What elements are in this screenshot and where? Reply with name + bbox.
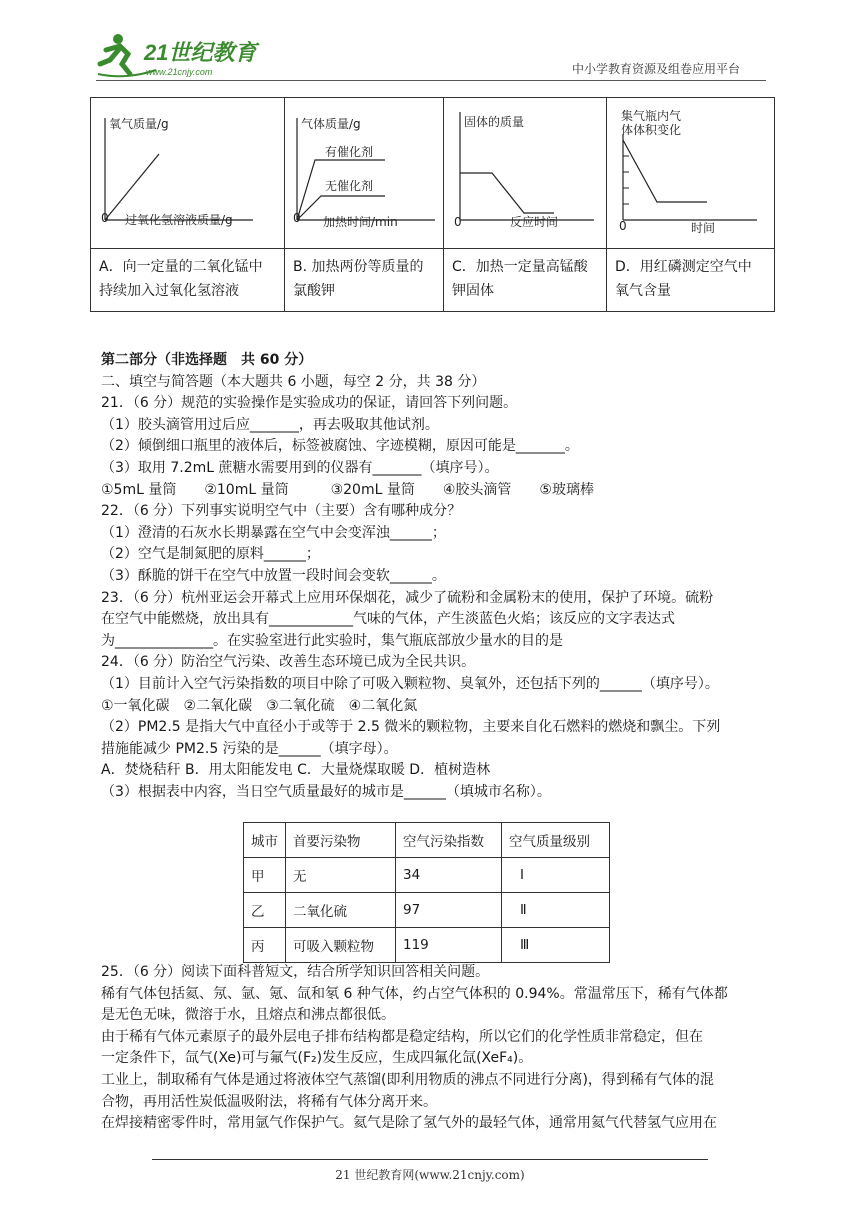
table-row	[244, 893, 610, 928]
graph-d-origin: 0	[619, 219, 627, 233]
question-25-stem: 25．（6 分）阅读下面科普短文，结合所学知识回答相关问题。	[101, 964, 490, 980]
question-21-stem: 21．（6 分）规范的实验操作是实验成功的保证，请回答下列问题。	[101, 395, 518, 412]
passage-line: 合物，再用活性炭低温吸附法，将稀有气体分离开来。	[101, 1093, 437, 1110]
graph-b-label-bottom: 无催化剂	[325, 179, 374, 193]
graph-a	[91, 98, 284, 244]
question-24-part-1-options: ①一氧化碳 ②二氧化碳 ③二氧化硫 ④二氧化氮	[101, 697, 418, 714]
graph-d-xlabel: 时间	[691, 221, 716, 235]
table-cell: 119	[396, 928, 502, 963]
logo-text: 21世纪教育	[144, 40, 257, 65]
graph-a-curve	[105, 154, 159, 220]
option-c-caption: C．加热一定量高锰酸 钾固体	[444, 249, 607, 312]
graph-d-ylabel-2: 体体积变化	[621, 123, 682, 137]
passage-line: 在焊接精密零件时，常用氩气作保护气。氦气是除了氢气外的最轻气体，通常用氦气代替氢气应用在	[101, 1115, 717, 1132]
passage-line: 稀有气体包括氦、氖、氩、氪、氙和氡 6 种气体，约占空气体积的 0.94%。常温常压下，稀有气体都	[101, 985, 728, 1002]
header-divider	[96, 80, 766, 81]
question-23-line-1: 23．（6 分）杭州亚运会开幕式上应用环保烟花，减少了硫粉和金属粉末的使用，保护了环境。硫粉	[101, 589, 714, 606]
question-24-part-2-line-1: （2）PM2.5 是指大气中直径小于或等于 2.5 微米的颗粒物，主要来自化石燃料的燃烧和飘尘。下列	[101, 719, 721, 736]
passage-line: 工业上，制取稀有气体是通过将液体空气蒸馏(即利用物质的沸点不同进行分离)，得到稀有气体的混	[101, 1071, 714, 1088]
passage-line: 是无色无味，微溶于水，且熔点和沸点都很低。	[101, 1007, 395, 1024]
graph-a-xlabel: 过氧化氢溶液质量/g	[125, 213, 233, 227]
graph-b	[285, 98, 443, 244]
table-row	[244, 858, 610, 893]
question-25-block	[101, 962, 766, 1135]
graph-d-curve	[623, 140, 707, 202]
graph-b-xlabel: 加热时间/min	[323, 215, 398, 229]
option-b-caption: B. 加热两份等质量的 氯酸钾	[285, 249, 444, 312]
table-header-cell: 城市	[244, 823, 286, 858]
graph-c	[444, 98, 606, 244]
table-cell: Ⅱ	[502, 893, 610, 928]
question-24-stem: 24．（6 分）防治空气污染、改善生态环境已成为全民共识。	[101, 654, 476, 671]
question-22-part-3: （3）酥脆的饼干在空气中放置一段时间会变软______。	[101, 567, 446, 584]
question-22-stem: 22．（6 分）下列事实说明空气中（主要）含有哪种成分？	[101, 503, 462, 520]
graph-b-ylabel: 气体质量/g	[301, 117, 361, 131]
table-cell: Ⅲ	[502, 928, 610, 963]
question-24-part-3: （3）根据表中内容，当日空气质量最好的城市是______（填城市名称）。	[101, 783, 551, 800]
graph-b-origin: 0	[293, 211, 301, 225]
question-21-part-2: （2）倾倒细口瓶里的液体后，标签被腐蚀、字迹模糊，原因可能是_______。	[101, 438, 579, 455]
table-cell: 无	[286, 858, 396, 893]
table-cell: 乙	[244, 893, 286, 928]
table-cell: 97	[396, 893, 502, 928]
site-logo	[96, 30, 266, 82]
city-air-quality-table	[243, 822, 610, 963]
question-21-part-1: （1）胶头滴管用过后应_______，再去吸取其他试剂。	[101, 416, 439, 433]
section-instructions: 二、填空与简答题（本大题共 6 小题，每空 2 分，共 38 分）	[101, 373, 486, 390]
graph-b-cell	[285, 98, 444, 249]
question-23-line-2: 在空气中能燃烧，放出具有____________气味的气体，产生淡蓝色火焰；该反应的文字表达式	[101, 611, 675, 628]
graph-b-label-top: 有催化剂	[325, 145, 374, 159]
choice-graph-table	[90, 97, 775, 312]
question-22-part-1: （1）澄清的石灰水长期暴露在空气中会变浑浊______；	[101, 524, 446, 541]
table-cell: 二氧化硫	[286, 893, 396, 928]
table-row	[244, 928, 610, 963]
graph-d-cell	[607, 98, 775, 249]
graph-c-curve	[460, 173, 554, 213]
question-text-block	[101, 350, 766, 803]
graph-c-cell	[444, 98, 607, 249]
graph-c-origin: 0	[454, 215, 462, 229]
graph-d	[607, 98, 774, 244]
graph-a-ylabel: 氧气质量/g	[109, 117, 169, 131]
option-a-caption: A．向一定量的二氧化锰中 持续加入过氧化氢溶液	[91, 249, 285, 312]
table-cell: Ⅰ	[502, 858, 610, 893]
passage-line: 由于稀有气体元素原子的最外层电子排布结构都是稳定结构，所以它们的化学性质非常稳定，但在	[101, 1028, 703, 1045]
table-header-cell: 首要污染物	[286, 823, 396, 858]
logo-url: www.21cnjy.com	[146, 67, 213, 77]
question-23-line-3: 为______________。在实验室进行此实验时，集气瓶底部放少量水的目的是	[101, 632, 563, 649]
section-title: 第二部分（非选择题 共 60 分）	[101, 352, 313, 368]
question-22-part-2: （2）空气是制氮肥的原料______；	[101, 546, 320, 563]
header-platform-text: 中小学教育资源及组卷应用平台	[572, 62, 741, 76]
table-header-cell: 空气质量级别	[502, 823, 610, 858]
graph-a-origin: 0	[101, 211, 109, 225]
table-cell: 34	[396, 858, 502, 893]
graph-c-xlabel: 反应时间	[510, 215, 559, 229]
footer-divider	[152, 1159, 708, 1160]
question-24-part-1: （1）目前计入空气污染指数的项目中除了可吸入颗粒物、臭氧外，还包括下列的______（填序号）。	[101, 675, 719, 692]
option-d-caption: D．用红磷测定空气中 氧气含量	[607, 249, 775, 312]
graph-d-ylabel-1: 集气瓶内气	[621, 109, 682, 123]
footer-text: 21 世纪教育网(www.21cnjy.com)	[335, 1168, 525, 1182]
table-header-row	[244, 823, 610, 858]
table-header-cell: 空气污染指数	[396, 823, 502, 858]
question-24-part-2-line-2: 措施能减少 PM2.5 污染的是______（填字母）。	[101, 740, 398, 757]
graph-a-cell	[91, 98, 285, 249]
passage-line: 一定条件下，氙气(Xe)可与氟气(F₂)发生反应，生成四氟化氙(XeF₄)。	[101, 1050, 533, 1067]
graph-c-ylabel: 固体的质量	[464, 115, 525, 129]
table-cell: 甲	[244, 858, 286, 893]
question-21-part-3: （3）取用 7.2mL 蔗糖水需要用到的仪器有_______（填序号）。	[101, 459, 499, 476]
table-cell: 可吸入颗粒物	[286, 928, 396, 963]
question-24-part-2-options: A．焚烧秸秆 B．用太阳能发电 C．大量烧煤取暖 D．植树造林	[101, 762, 491, 779]
question-21-options: ①5mL 量筒 ②10mL 量筒 ③20mL 量筒 ④胶头滴管 ⑤玻璃棒	[101, 481, 594, 498]
table-cell: 丙	[244, 928, 286, 963]
